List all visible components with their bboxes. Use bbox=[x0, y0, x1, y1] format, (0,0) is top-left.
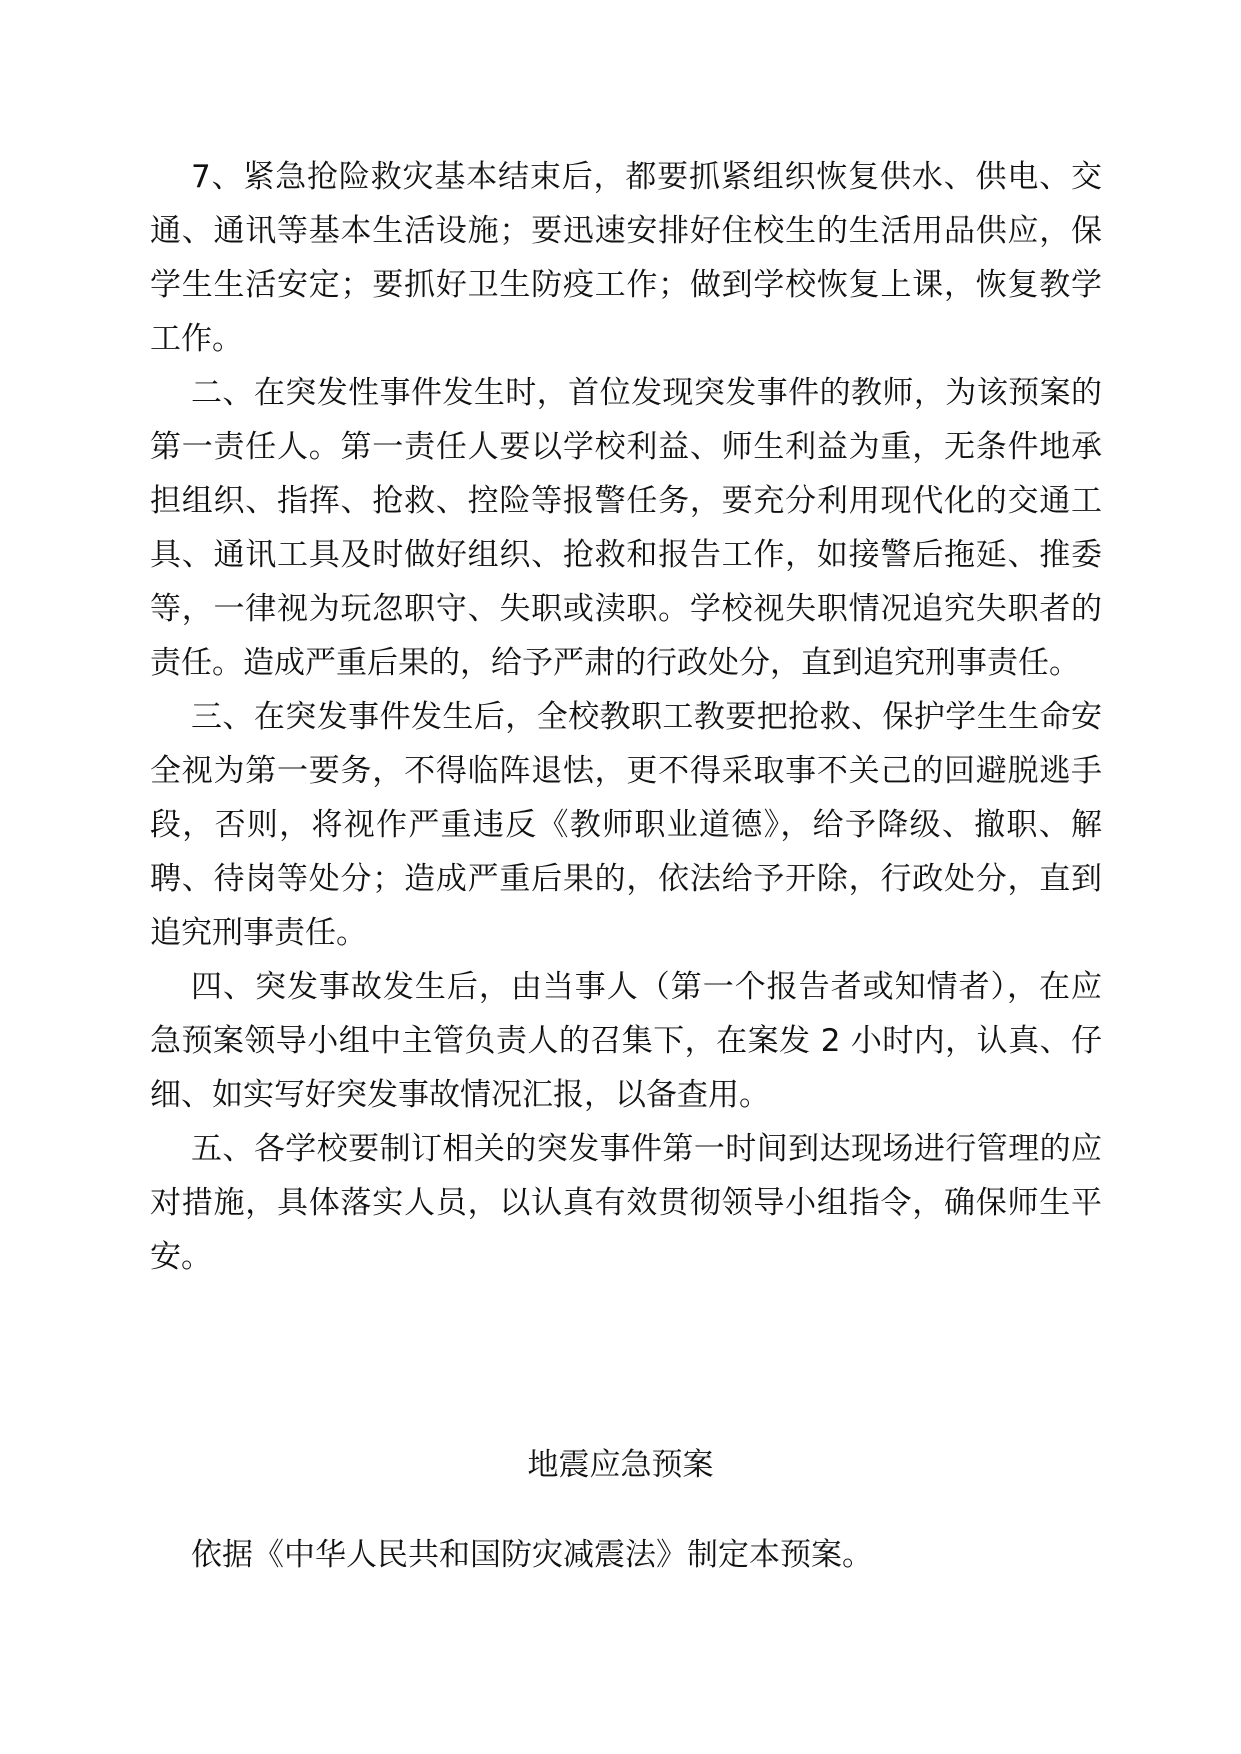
paragraph-section-5: 五、各学校要制订相关的突发事件第一时间到达现场进行管理的应对措施，具体落实人员，以认真有效贯彻领导小组指令，确保师生平安。 bbox=[150, 1131, 1102, 1275]
paragraph-section-4: 四、突发事故发生后，由当事人（第一个报告者或知情者），在应急预案领导小组中主管负责人的召集下，在案发 2 小时内，认真、仔细、如实写好突发事故情况汇报，以备查用。 bbox=[150, 969, 1102, 1113]
paragraph-section-3: 三、在突发事件发生后，全校教职工教要把抢救、保护学生生命安全视为第一要务，不得临阵退怯，更不得采取事不关己的回避脱逃手段，否则，将视作严重违反《教师职业道德》，给予降级、撤职、解聘、待岗等处分；造成严重后果的，依法给予开除，行政处分，直到追究刑事责任。 bbox=[150, 699, 1102, 951]
document-body bbox=[150, 150, 1102, 1284]
section-intro: 依据《中华人民共和国防灾减震法》制定本预案。 bbox=[191, 1537, 873, 1573]
paragraph-section-2: 二、在突发性事件发生时，首位发现突发事件的教师，为该预案的第一责任人。第一责任人要以学校利益、师生利益为重，无条件地承担组织、指挥、抢救、控险等报警任务，要充分利用现代化的交通工具、通讯工具及时做好组织、抢救和报告工作，如接警后拖延、推委等，一律视为玩忽职守、失职或渎职。学校视失职情况追究失职者的责任。造成严重后果的，给予严肃的行政处分，直到追究刑事责任。 bbox=[150, 375, 1102, 681]
paragraph-item-7: 7、紧急抢险救灾基本结束后，都要抓紧组织恢复供水、供电、交通、通讯等基本生活设施；要迅速安排好住校生的生活用品供应，保学生生活安定；要抓好卫生防疫工作；做到学校恢复上课，恢复教学工作。 bbox=[150, 159, 1102, 357]
section-title: 地震应急预案 bbox=[527, 1447, 714, 1483]
